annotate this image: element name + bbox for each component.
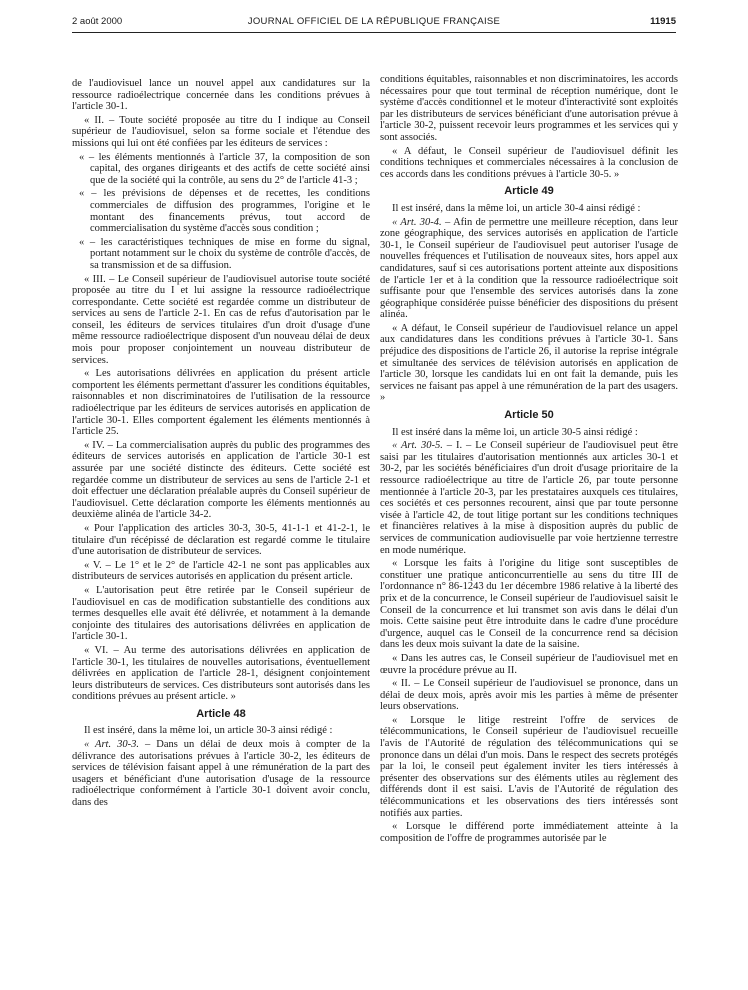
paragraph: « Pour l'application des articles 30-3, 30-5, 41-1-1 et 41-2-1, le titulaire d'un récépissé de déclaration est regardé comme le titulaire d'une autorisation de distributeur de services. (72, 522, 370, 558)
header-rule (72, 32, 676, 33)
article-body: – I. – Le Conseil supérieur de l'audiovisuel peut être saisi par les titulaires d'autorisation mentionnés aux articles 30-1 et 30-2, par les sociétés bénéficiaires d'un droit d'usage prioritaire de la ressource radioélectrique au titre de l'article 26, par toute personne mentionnée à l'article 20-3, par les prestataires auxquels ces titulaires, ces sociétés et ces personnes recourent, ainsi que par toute personne visée à l'article 42, de tout litige portant sur les conditions techniques et financières relatives à la mise à disposition auprès du public de services de communication audiovisuelle par voie hertzienne terrestre en mode numérique. (380, 440, 678, 556)
paragraph: « III. – Le Conseil supérieur de l'audiovisuel autorise toute société proposée au titre du I et lui assigne la ressource radioélectrique correspondante. Cette société est regardée comme un distributeur de services au sens de l'article 2-1. En cas de refus d'autorisation par le conseil, les éditeurs de services titulaires d'un droit d'usage d'une même ressource radioélectrique disposent d'un nouveau délai de deux mois pour proposer conjointement un nouveau distributeur de services. (72, 273, 370, 366)
article-body: – Afin de permettre une meilleure réception, dans leur zone géographique, des services autorisés en application de l'article 30-1, le Conseil supérieur de l'audiovisuel peut autoriser l'usage de nouvelles fréquences et l'utilisation de nouveaux sites, hors appel aux candidatures, sauf si ces autorisations portent atteinte aux dispositions de l'article 1er et à la condition que la ressource radioélectrique soit suffisante pour que l'ensemble des services autorisés dans la zone géographique considérée puisse bénéficier des dispositions du présent alinéa. (380, 216, 678, 321)
page-number: 11915 (650, 16, 676, 27)
paragraph: « Les autorisations délivrées en application du présent article comportent les éléments permettant d'assurer les conditions équitables, raisonnables et non discriminatoires de l'utilisation de la ressource radioélectrique par les éditeurs de services autorisés en application de l'article 30-1. Elles comportent également les éléments mentionnés à l'article 25. (72, 368, 370, 438)
paragraph: « Dans les autres cas, le Conseil supérieur de l'audiovisuel met en œuvre la procédure prévue au II. (380, 652, 678, 676)
article-heading: Article 49 (504, 185, 554, 198)
left-column (72, 78, 370, 811)
list-item: « – les caractéristiques techniques de mise en forme du signal, portant notamment sur le choix du système de contrôle d'accès, de sa transmission et de sa diffusion. (79, 236, 370, 271)
paragraph: « Lorsque les faits à l'origine du litige sont susceptibles de constituer une pratique anticoncurrentielle au sens du titre III de l'ordonnance n° 86-1243 du 1er décembre 1986 relative à la liberté des prix et de la concurrence, le Conseil supérieur de l'audiovisuel saisit le Conseil de la concurrence et lui transmet son avis dans le délai d'un mois. Cette saisine peut être introduite dans le cadre d'une procédure d'urgence, auquel cas le Conseil de la concurrence rend sa décision dans les deux mois suivant la date de la saisine. (380, 558, 678, 651)
article-label: « Art. 30-5. (392, 440, 443, 452)
header-date: 2 août 2000 (72, 16, 123, 27)
page-header (72, 14, 676, 30)
paragraph: « II. – Toute société proposée au titre du I indique au Conseil supérieur de l'audiovisuel, selon sa forme sociale et l'étendue des missions qui lui ont été confiées par les éditeurs de services : (72, 114, 370, 149)
paragraph: « A défaut, le Conseil supérieur de l'audiovisuel définit les conditions techniques et commerciales nécessaires à la conclusion de ces accords dans les conditions prévues à l'article 30-5. » (380, 145, 678, 180)
article-text (72, 739, 370, 809)
paragraph: Il est inséré, dans la même loi, un article 30-3 ainsi rédigé : (84, 725, 333, 737)
article-text (380, 440, 678, 556)
paragraph: « A défaut, le Conseil supérieur de l'audiovisuel relance un appel aux candidatures dans les conditions prévues à l'article 30-1. Sans préjudice des dispositions de l'article 26, il autorise la reprise intégrale et simultanée des services de télévision autorisés en application de l'article 30, lorsque les candidats lui en ont fait la demande, puis les services ne faisant pas appel à une rémunération de la part des usagers. » (380, 322, 678, 404)
paragraph: « Lorsque le litige restreint l'offre de services de télécommunications, le Conseil supérieur de l'audiovisuel recueille l'avis de l'Autorité de régulation des télécommunications qui se prononce dans un délai d'un mois. Dans le respect des secrets protégés par la loi, le conseil peut également inviter les tiers intéressés à présenter des observations sur des éléments utiles au règlement des différends dont il est saisi. L'avis de l'Autorité de régulation des télécommunications et les observations des tiers intéressés sont notifiés aux parties. (380, 714, 678, 819)
article-text (380, 217, 678, 321)
list-item: « – les prévisions de dépenses et de recettes, les conditions commerciales de diffusion des programmes, l'origine et le montant des financements prévus, tout accord de commercialisation du système d'accès sous condition ; (79, 188, 370, 235)
article-heading: Article 48 (196, 707, 246, 720)
paragraph: « II. – Le Conseil supérieur de l'audiovisuel se prononce, dans un délai de deux mois, après avoir mis les parties à même de présenter leurs observations. (380, 678, 678, 713)
article-label: « Art. 30-3. (84, 739, 139, 751)
article-heading: Article 50 (504, 409, 554, 422)
paragraph: de l'audiovisuel lance un nouvel appel aux candidatures sur la ressource radioélectrique concernée dans les conditions prévues à l'article 30-1. (72, 78, 370, 113)
paragraph: Il est inséré dans la même loi, un article 30-5 ainsi rédigé : (392, 426, 638, 438)
paragraph: Il est inséré, dans la même loi, un article 30-4 ainsi rédigé : (392, 202, 641, 214)
paragraph: « Lorsque le différend porte immédiatement atteinte à la composition de l'offre de programmes autorisée par le (380, 821, 678, 844)
paragraph: « L'autorisation peut être retirée par le Conseil supérieur de l'audiovisuel en cas de modification substantielle des conditions aux termes desquelles elle avait été délivrée, et notamment à la demande conjointe des titulaires des autorisations délivrées en application de l'article 30-1. (72, 584, 370, 643)
article-label: « Art. 30-4. (392, 216, 442, 228)
journal-title: JOURNAL OFFICIEL DE LA RÉPUBLIQUE FRANÇAISE (247, 16, 501, 27)
list-item: « – les éléments mentionnés à l'article 37, la composition de son capital, des organes dirigeants et des actifs de cette société ainsi que de la société qui la contrôle, au sens du 2° de l'article 41-3 ; (79, 151, 370, 186)
article-body: – Dans un délai de deux mois à compter de la délivrance des autorisations prévues à l'article 30-2, les éditeurs de services de télévision faisant appel à une rémunération de la part des usagers et bénéficiant d'une autorisation d'usage de la ressource radioélectrique conformément à l'article 30-1 doivent avoir conclu, dans des (72, 739, 370, 809)
paragraph: « IV. – La commercialisation auprès du public des programmes des éditeurs de services autorisés en application de l'article 30-1 est assurée par une société distincte des éditeurs. Cette société est regardée comme un distributeur de services au sens de l'article 2-1 et doit effectuer une déclaration préalable auprès du Conseil supérieur de l'audiovisuel. Cette déclaration comporte les éléments mentionnés au deuxième alinéa de l'article 34-2. (72, 439, 370, 521)
paragraph: conditions équitables, raisonnables et non discriminatoires, les accords nécessaires pour que tout terminal de réception numérique, dont le système d'accès conditionnel et le moteur d'interactivité sont exploités par les distributeurs de services bénéficiant d'une autorisation prévue à l'article 30-2, puissent recevoir leurs programmes et les services qui y sont associés. (380, 74, 678, 143)
paragraph: « VI. – Au terme des autorisations délivrées en application de l'article 30-1, les titulaires de nouvelles autorisations, éventuellement délivrées en application de l'article 28-1, désignent conjointement leurs distributeurs de services. Ces distributeurs sont autorisés dans les conditions prévues au présent article. » (72, 644, 370, 703)
paragraph: « V. – Le 1° et le 2° de l'article 42-1 ne sont pas applicables aux distributeurs de services autorisés en application du présent article. (72, 559, 370, 583)
right-column (380, 74, 678, 846)
